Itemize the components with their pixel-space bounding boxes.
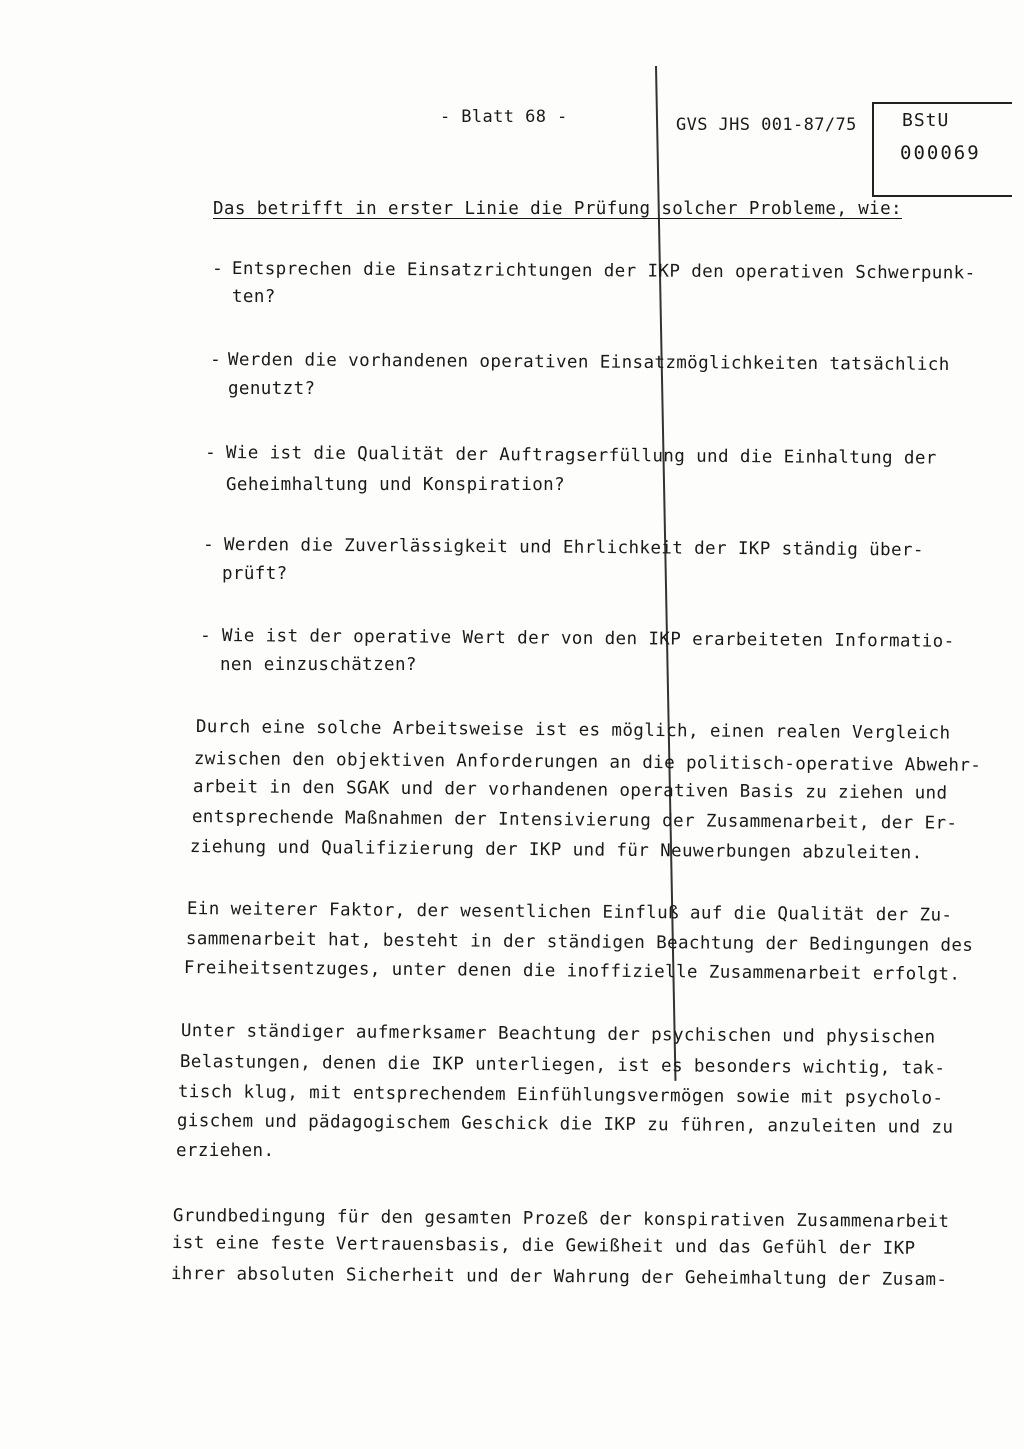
bullet-line: Wie ist der operative Wert der von den IKP erarbeiteten Informatio- [221, 625, 955, 652]
bullet-line: Werden die vorhandenen operativen Einsatzmöglichkeiten tatsächlich [227, 349, 950, 376]
bullet-line: ten? [232, 287, 276, 307]
intro-line: Das betrifft in erster Linie die Prüfung solcher Probleme, wie: [213, 199, 902, 219]
paragraph-line: Grundbedingung für den gesamten Prozeß der konspirativen Zusammenarbeit [172, 1206, 950, 1233]
paragraph-line: gischem und pädagogischem Geschick die IKP zu führen, anzuleiten und zu [176, 1111, 954, 1138]
paragraph-line: arbeit in den SGAK und der vorhandenen operativen Basis zu ziehen und [192, 776, 948, 804]
bullet-line: Wie ist die Qualität der Auftragserfüllung und die Einhaltung der [225, 442, 937, 469]
paragraph-line: erziehen. [176, 1141, 275, 1161]
bullet-dash: - [200, 625, 211, 646]
document-reference: GVS JHS 001-87/75 [676, 115, 857, 135]
paragraph-line: tisch klug, mit entsprechendem Einfühlungsvermögen sowie mit psycholo- [177, 1082, 944, 1109]
paragraph-line: entsprechende Maßnahmen der Intensivierung der Zusammenarbeit, der Er- [191, 806, 958, 834]
paragraph-line: sammenarbeit hat, besteht in der ständigen Beachtung der Bedingungen des [185, 928, 974, 956]
page-number-label: - Blatt 68 - [440, 107, 568, 127]
bullet-line: Geheimhaltung und Konspiration? [226, 475, 566, 495]
bullet-line: genutzt? [228, 379, 316, 399]
bullet-dash: - [203, 534, 214, 555]
bullet-dash: - [210, 349, 221, 370]
bullet-line: prüft? [222, 564, 288, 584]
paragraph-line: zwischen den objektiven Anforderungen an die politisch-operative Abwehr- [193, 748, 982, 776]
bullet-dash: - [212, 258, 223, 279]
paragraph-line: ist eine feste Vertrauensbasis, die Gewißheit und das Gefühl der IKP [171, 1233, 916, 1259]
bullet-line: Entsprechen die Einsatzrichtungen der IKP den operativen Schwerpunk- [231, 258, 976, 284]
paragraph-line: Freiheitsentzuges, unter denen die inoffizielle Zusammenarbeit erfolgt. [183, 957, 961, 985]
paragraph-line: Unter ständiger aufmerksamer Beachtung der psychischen und physischen [180, 1020, 936, 1048]
bullet-line: nen einzuschätzen? [220, 655, 417, 675]
paragraph-line: Ein weiterer Faktor, der wesentlichen Einfluß auf die Qualität der Zu- [186, 898, 953, 926]
bullet-dash: - [205, 442, 216, 463]
paragraph-line: ihrer absoluten Sicherheit und der Wahrung der Geheimhaltung der Zusam- [170, 1264, 948, 1291]
paragraph-line: Durch eine solche Arbeitsweise ist es möglich, einen realen Vergleich [195, 716, 951, 744]
paragraph-line: ziehung und Qualifizierung der IKP und für Neuwerbungen abzuleiten. [189, 836, 923, 864]
stamp-number: 000069 [900, 142, 981, 164]
bullet-line: Werden die Zuverlässigkeit und Ehrlichkeit der IKP ständig über- [223, 534, 924, 561]
archive-stamp [872, 102, 1012, 197]
paragraph-line: Belastungen, denen die IKP unterliegen, ist es besonders wichtig, tak- [179, 1052, 946, 1079]
stamp-organization: BStU [902, 110, 950, 131]
